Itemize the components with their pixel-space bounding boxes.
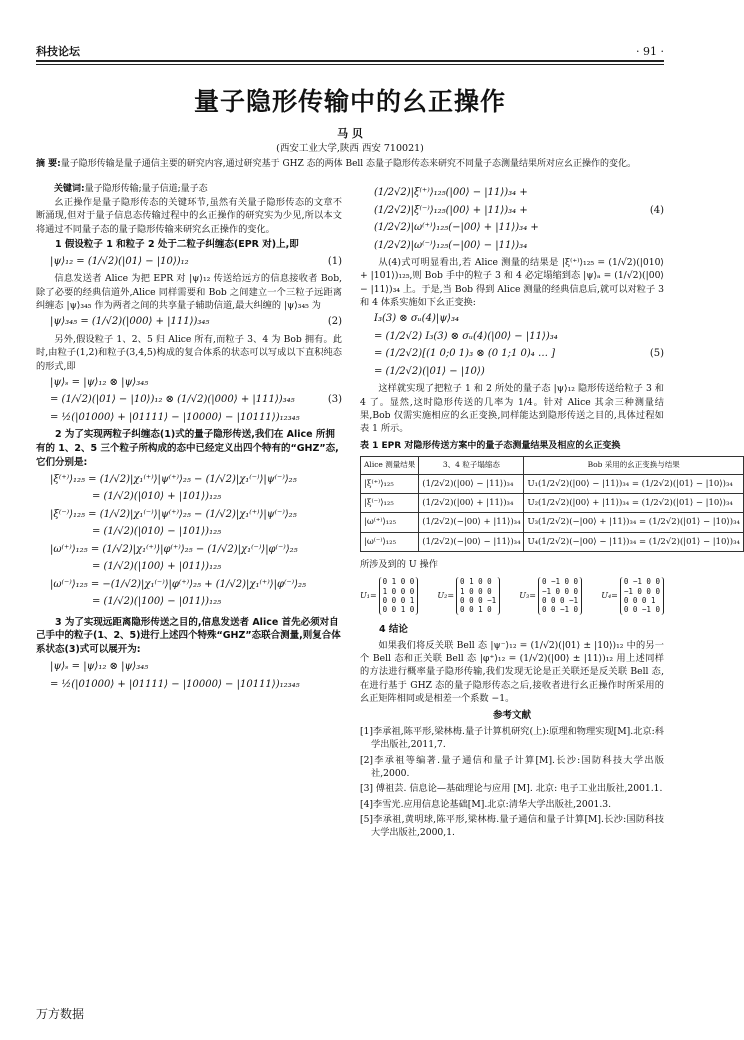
equation-4-line-4 <box>360 239 664 254</box>
matrix-row: 1 0 0 0 <box>460 586 492 596</box>
equation-4-line-3 <box>360 221 664 236</box>
author: 马 贝 <box>337 127 363 140</box>
matrix-row: −1 0 0 0 <box>623 586 660 596</box>
paper-title: 量子隐形传输中的幺正操作 <box>193 87 506 116</box>
equation-4-line-3-body: (1/2√2)|ω⁽⁺⁾⟩₁₂₅(−|00⟩ + |11⟩)₃₄ + <box>374 222 539 233</box>
paragraph-result: 这样就实现了把粒子 1 和 2 所处的量子态 |ψ⟩₁₂ 隐形传送给粒子 3 和 4 了。显然,这时隐形传送的几率为 1/4。针对 Alice 其余三种测量结果,Bob 仅需实施相应的幺正变换,同样能达到隐形传送之目的,具体过程如表 1 所示。 <box>360 383 664 435</box>
table-cell: |ξ⁽⁺⁾⟩₁₂₅ <box>361 474 419 493</box>
matrix-row: 0 0 0 −1 <box>460 596 497 606</box>
u-matrices <box>360 577 664 615</box>
matrix-u2 <box>437 577 500 615</box>
equation-4-line-1 <box>360 186 664 201</box>
matrix-body <box>379 577 419 615</box>
ghz-state-2a-body: |ξ⁽⁻⁾⟩₁₂₅ = (1/√2)|χ₁⁽⁻⁾⟩|ψ⁽⁺⁾⟩₂₅ − (1/√2)|χ₁⁽⁺⁾⟩|ψ⁽⁻⁾⟩₂₅ <box>50 508 297 520</box>
reference-item: [5]李承祖,黄明球,陈平形,梁林梅.量子通信和量子计算[M].长沙:国防科技大学出版社,2000,1. <box>360 814 664 839</box>
reference-item: [2]李承祖等编著.量子通信和量子计算[M].长沙:国防科技大学出版社,2000. <box>360 754 664 780</box>
ghz-state-4a-body: |ω⁽⁻⁾⟩₁₂₅ = −(1/√2)|χ₁⁽⁻⁾⟩|φ⁽⁺⁾⟩₂₅ + (1/√2)|χ₁⁽⁺⁾⟩|φ⁽⁻⁾⟩₂₅ <box>50 578 307 590</box>
equation-5-line-2 <box>360 330 664 345</box>
equation-1-number: (1) <box>327 255 342 267</box>
equation-5-line-2-body: = (1/2√2) I₃(3) ⊗ σᵤ(4)(|00⟩ − |11⟩)₃₄ <box>374 330 558 342</box>
ghz-state-2b <box>36 525 342 540</box>
left-column <box>36 183 342 695</box>
matrix-row: 0 0 −1 0 <box>623 605 660 615</box>
matrix-row: 0 0 1 0 <box>460 605 492 615</box>
page-number: · 91 · <box>636 45 664 58</box>
matrix-row: −1 0 0 0 <box>541 586 579 596</box>
equation-4 <box>360 186 664 253</box>
abstract-text: 量子隐形传输是量子通信主要的研究内容,通过研究基于 GHZ 态的两体 Bell 态量子隐形传态来研究不同量子态测量结果所对应幺正操作的变化。 <box>60 159 637 169</box>
references-heading: 参考文献 <box>492 710 531 722</box>
matrix-u1 <box>360 577 418 615</box>
ghz-state-1a <box>36 473 342 488</box>
matrix-row: 0 1 0 0 <box>460 577 492 587</box>
table-cell: (1/2√2)(|00⟩ + |11⟩)₃₄ <box>419 493 524 512</box>
section-3-heading: 3 为了实现远距离隐形传送之目的,信息发送者 Alice 首先必须对自己手中的粒子(1、2、5)进行上述四个特殊“GHZ”态联合测量,则复合体系状态(3)式可以展开为: <box>36 616 341 656</box>
matrix-u3 <box>519 577 582 615</box>
table-row <box>361 474 744 493</box>
ghz-state-3b-body: = (1/√2)(|100⟩ + |011⟩)₁₂₅ <box>92 561 222 573</box>
table-row <box>361 493 744 512</box>
equation-1-body: |ψ⟩₁₂ = (1/√2)(|01⟩ − |10⟩)₁₂ <box>50 255 189 267</box>
table-cell: U₁(1/2√2)(|00⟩ − |11⟩)₃₄ = (1/2√2)(|01⟩ − |10⟩)₃₄ <box>524 474 743 493</box>
matrix-row: 1 0 0 0 <box>382 586 415 596</box>
table-cell: U₃(1/2√2)(−|00⟩ + |11⟩)₃₄ = (1/2√2)(|01⟩ − |10⟩)₃₄ <box>524 513 743 532</box>
table-header: Bob 采用的幺正变换与结果 <box>524 456 743 474</box>
ghz-state-4a <box>36 578 342 593</box>
equation-2-body: |ψ⟩₃₄₅ = (1/√2)(|000⟩ + |111⟩)₃₄₅ <box>50 316 210 328</box>
ghz-state-4b-body: = (1/√2)(|100⟩ − |011⟩)₁₂₅ <box>92 596 222 608</box>
equation-1 <box>36 255 342 270</box>
equation-expand-b <box>36 678 342 693</box>
conclusion-paragraph: 如果我们将反关联 Bell 态 |ψ⁻⟩₁₂ = (1/√2)(|01⟩ ± |10⟩)₁₂ 中的另一个 Bell 态和正关联 Bell 态 |φ⁺⟩₁₂ = (1/√2)(|00⟩ ± |11⟩)₁₂ 用上述同样的方法进行概率量子隐形传输,我们发现无论是正关联还是反关联 Bell 态,在进行基于 GHZ 态的量子隐形传态之后,接收者进行幺正操作时所采用的幺正矩阵相同或是相差一个系数 −1。 <box>360 639 664 704</box>
matrix-row: 0 0 0 1 <box>382 596 415 606</box>
table-cell: |ω⁽⁻⁾⟩₁₂₅ <box>361 532 419 551</box>
reference-item: [3] 傅祖芸. 信息论—基础理论与应用 [M]. 北京: 电子工业出版社,2001.1. <box>360 783 663 795</box>
matrix-label: U₃= <box>519 591 536 601</box>
table-cell: U₂(1/2√2)(|00⟩ + |11⟩)₃₄ = (1/2√2)(|01⟩ − |10⟩)₃₄ <box>524 493 743 512</box>
keywords <box>36 183 342 196</box>
matrix-row: 0 1 0 0 <box>382 577 415 587</box>
references-list <box>360 725 664 840</box>
table-row <box>361 532 744 551</box>
matrix-row: 0 −1 0 0 <box>541 577 579 587</box>
ghz-state-2a <box>36 508 342 523</box>
table-cell: (1/2√2)(|00⟩ − |11⟩)₃₄ <box>419 474 524 493</box>
equation-5-line-3 <box>360 347 664 362</box>
equation-4-number: (4) <box>649 204 664 216</box>
affiliation: (西安工业大学,陕西 西安 710021) <box>276 143 424 154</box>
ghz-state-1a-body: |ξ⁽⁺⁾⟩₁₂₅ = (1/√2)|χ₁⁽⁺⁾⟩|ψ⁽⁺⁾⟩₂₅ − (1/√2)|χ₁⁽⁻⁾⟩|ψ⁽⁻⁾⟩₂₅ <box>50 473 297 485</box>
equation-3a <box>36 376 342 391</box>
ghz-state-2b-body: = (1/√2)(|010⟩ − |101⟩)₁₂₅ <box>92 526 222 538</box>
table-cell: (1/2√2)(−|00⟩ − |11⟩)₃₄ <box>419 532 524 551</box>
table-cell: U₄(1/2√2)(−|00⟩ − |11⟩)₃₄ = (1/2√2)(|01⟩ − |10⟩)₃₄ <box>524 532 743 551</box>
ghz-state-3a <box>36 543 342 558</box>
equation-4-line-2-body: (1/2√2)|ξ⁽⁻⁾⟩₁₂₅(|00⟩ + |11⟩)₃₄ + <box>374 204 528 216</box>
matrix-row: 0 −1 0 0 <box>623 577 660 587</box>
section-4-heading: 4 结论 <box>379 623 408 635</box>
table-1 <box>360 456 744 552</box>
equation-5-line-1-body: I₃(3) ⊗ σᵤ(4)|ψ⟩₃₄ <box>374 313 459 325</box>
matrix-label: U₄= <box>601 591 618 601</box>
equation-3b-body: = (1/√2)(|01⟩ − |10⟩)₁₂ ⊗ (1/√2)(|000⟩ + |111⟩)₃₄₅ <box>50 394 295 406</box>
table-1-title: 表 1 EPR 对隐形传送方案中的量子态测量结果及相应的幺正变换 <box>360 440 621 451</box>
equation-5-line-3-body: = (1/2√2)[(1 0;0 1)₃ ⊗ (0 1;1 0)₄ … ] <box>374 348 556 360</box>
u-operations-caption: 所涉及到的 U 操作 <box>360 558 438 570</box>
matrix-row: 0 0 0 1 <box>623 596 656 606</box>
equation-expand-b-body: = ½(|01000⟩ + |01111⟩ − |10000⟩ − |10111⟩)₁₂₃₄₅ <box>50 678 300 690</box>
ghz-state-3b <box>36 560 342 575</box>
ghz-state-3a-body: |ω⁽⁺⁾⟩₁₂₅ = (1/√2)|χ₁⁽⁺⁾⟩|φ⁽⁺⁾⟩₂₅ − (1/√2)|χ₁⁽⁻⁾⟩|φ⁽⁻⁾⟩₂₅ <box>50 543 298 555</box>
paragraph-composite: 另外,假设粒子 1、2、5 归 Alice 所有,而粒子 3、4 为 Bob 拥有。此时,由粒子(1,2)和粒子(3,4,5)构成的复合体系的状态可以写成以下直积纯态的形式,即 <box>36 333 342 372</box>
equation-3-number: (3) <box>327 394 342 406</box>
paragraph-epr: 信息发送者 Alice 为把 EPR 对 |ψ⟩₁₂ 传送给远方的信息接收者 Bob,除了必要的经典信道外,Alice 同样需要和 Bob 之间建立一个三粒子远距离纠缠态 |ψ⟩₃₄₅ 作为两者之间的共享量子辅助信道,最大纠缠的 |ψ⟩₃₄₅ 为 <box>36 273 342 312</box>
right-column <box>360 183 740 842</box>
equation-4-line-1-body: (1/2√2)|ξ⁽⁺⁾⟩₁₂₅(|00⟩ − |11⟩)₃₄ + <box>374 187 528 198</box>
column-name: 科技论坛 <box>36 45 80 58</box>
table-row <box>361 513 744 532</box>
equation-2 <box>36 315 342 330</box>
matrix-label: U₂= <box>437 591 455 601</box>
paragraph-collapse: 从(4)式可明显看出,若 Alice 测量的结果是 |ξ⁽⁺⁾⟩₁₂₅ = (1/√2)(|010⟩ + |101⟩)₁₂₅,则 Bob 手中的粒子 3 和 4 必定塌缩到态 |ψ⟩ₐ = (1/√2)(|00⟩ − |11⟩)₃₄ 上。于是,当 Bob 得到 Alice 测量的经典信息后,就可以对粒子 3 和 4 体系实施如下幺正变换: <box>360 257 664 309</box>
equation-5-number: (5) <box>649 348 664 360</box>
matrix-row: 0 0 1 0 <box>382 605 415 615</box>
table-cell: |ω⁽⁺⁾⟩₁₂₅ <box>361 513 419 532</box>
equation-3a-body: |ψ⟩ₛ = |ψ⟩₁₂ ⊗ |ψ⟩₃₄₅ <box>50 376 149 388</box>
intro-paragraph: 幺正操作是量子隐形传态的关键环节,虽然有关量子隐形传态的文章不断涌现,但对于量子信息态传输过程中的幺正操作的研究实为少见,所以本文将通过不同量子态的量子隐形传输来研究幺正操作的变化。 <box>36 197 342 235</box>
equation-5 <box>360 312 664 379</box>
equation-5-line-4-body: = (1/2√2)(|01⟩ − |10⟩) <box>374 365 485 377</box>
reference-item: [4]李雪光.应用信息论基础[M].北京:清华大学出版社,2001.3. <box>360 798 612 810</box>
matrix-body <box>456 577 500 615</box>
abstract <box>36 158 664 171</box>
keywords-label: 关键词: <box>54 184 85 194</box>
reference-item: [1]李承祖,陈平形,梁林梅.量子计算机研究(上):原理和物理实现[M].北京:科学出版社,2011,7. <box>360 726 664 751</box>
abstract-label: 摘 要: <box>36 159 61 169</box>
equation-3c-body: = ½(|01000⟩ + |01111⟩ − |10000⟩ − |10111⟩)₁₂₃₄₅ <box>50 411 300 423</box>
table-cell: (1/2√2)(−|00⟩ + |11⟩)₃₄ <box>419 513 524 532</box>
keywords-text: 量子隐形传输;量子信道;量子态 <box>84 184 208 194</box>
equation-5-line-1 <box>360 312 664 327</box>
matrix-row: 0 0 0 −1 <box>541 596 579 606</box>
matrix-body <box>620 577 664 615</box>
equation-2-number: (2) <box>327 316 342 328</box>
running-header <box>36 44 664 62</box>
equation-3b <box>36 393 342 408</box>
ghz-state-1b-body: = (1/√2)(|010⟩ + |101⟩)₁₂₅ <box>92 491 222 503</box>
ghz-state-1b <box>36 490 342 505</box>
equation-3c <box>36 411 342 426</box>
equation-5-line-4 <box>360 365 664 380</box>
table-cell: |ξ⁽⁻⁾⟩₁₂₅ <box>361 493 419 512</box>
matrix-row: 0 0 −1 0 <box>541 605 579 615</box>
section-1-heading: 1 假设粒子 1 和粒子 2 处于二粒子纠缠态(EPR 对)上,即 <box>55 239 299 251</box>
table-header: 3、4 粒子塌缩态 <box>419 456 524 474</box>
matrix-body <box>538 577 582 615</box>
ghz-state-4b <box>36 595 342 610</box>
matrix-u4 <box>601 577 664 615</box>
table-header: Alice 测量结果 <box>361 456 419 474</box>
equation-expand-a-body: |ψ⟩ₛ = |ψ⟩₁₂ ⊗ |ψ⟩₃₄₅ <box>50 661 149 672</box>
equation-4-line-2 <box>360 204 664 219</box>
equation-4-line-4-body: (1/2√2)|ω⁽⁻⁾⟩₁₂₅(−|00⟩ − |11⟩)₃₄ <box>374 239 528 251</box>
section-2-heading: 2 为了实现两粒子纠缠态(1)式的量子隐形传送,我们在 Alice 所拥有的 1、2、5 三个粒子所构成的态中已经定义出四个特有的“GHZ”态,它们分别是: <box>36 429 339 468</box>
matrix-label: U₁= <box>360 591 377 601</box>
watermark-footer: 万方数据 <box>36 1007 85 1021</box>
equation-expand-a <box>36 660 342 675</box>
